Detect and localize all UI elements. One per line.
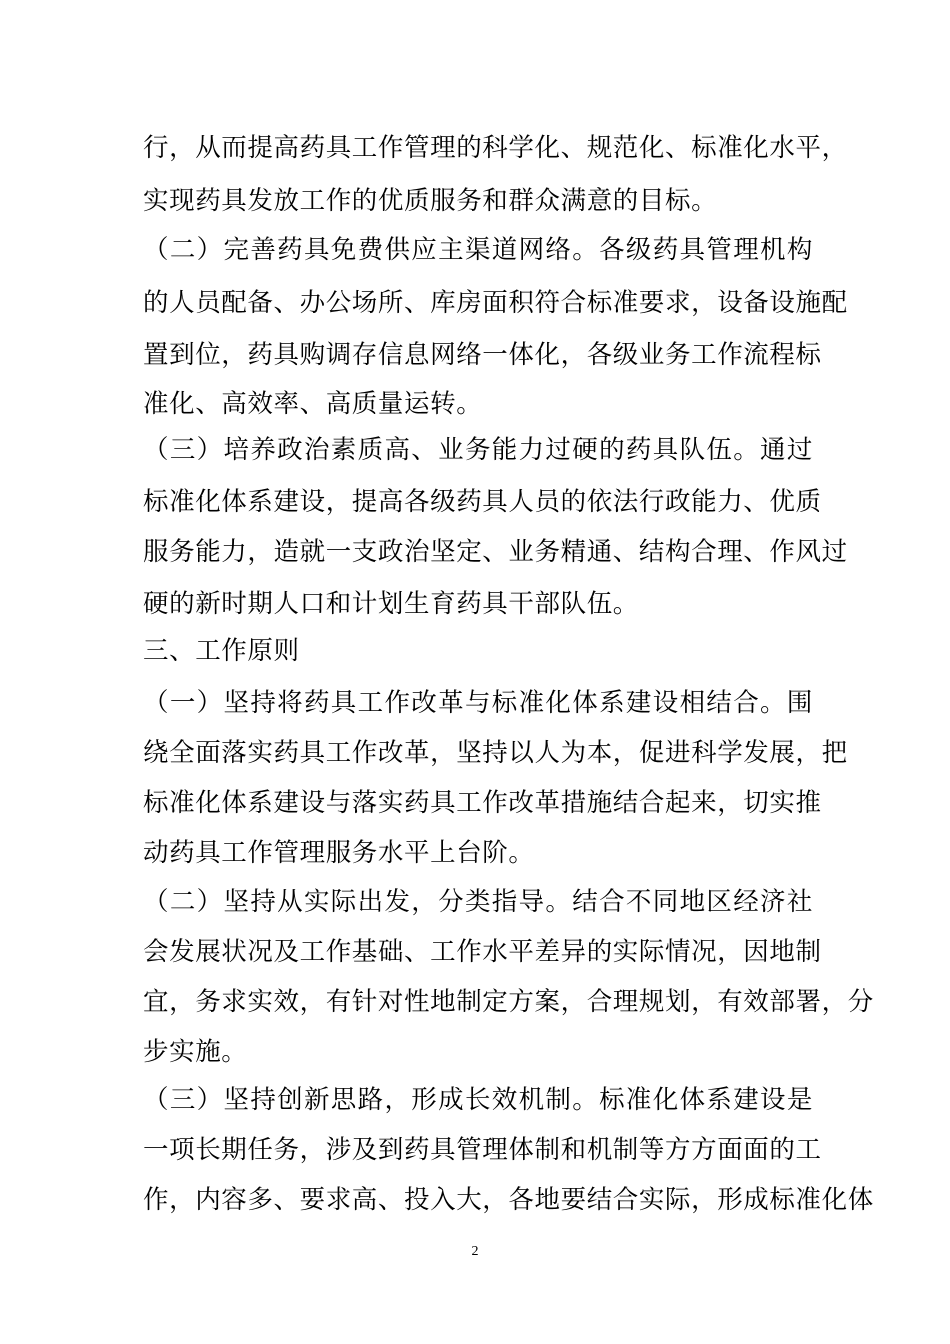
text-line: 作，内容多、要求高、投入大，各地要结合实际，形成标准化体 bbox=[143, 1185, 874, 1215]
text-line: 步实施。 bbox=[143, 1037, 248, 1067]
text-line: 标准化体系建设，提高各级药具人员的依法行政能力、优质 bbox=[143, 487, 822, 517]
text-line: 绕全面落实药具工作改革，坚持以人为本，促进科学发展，把 bbox=[143, 738, 848, 768]
text-line: 准化、高效率、高质量运转。 bbox=[143, 389, 483, 419]
text-line: （一）坚持将药具工作改革与标准化体系建设相结合。围 bbox=[143, 688, 813, 718]
text-line: 置到位，药具购调存信息网络一体化，各级业务工作流程标 bbox=[143, 340, 822, 370]
text-line: （二）坚持从实际出发，分类指导。结合不同地区经济社 bbox=[143, 887, 813, 917]
text-line: 宜，务求实效，有针对性地制定方案，合理规划，有效部署，分 bbox=[143, 987, 874, 1017]
text-line: （三）坚持创新思路，形成长效机制。标准化体系建设是 bbox=[143, 1085, 813, 1115]
text-line: 硬的新时期人口和计划生育药具干部队伍。 bbox=[143, 589, 639, 619]
text-line: 服务能力，造就一支政治坚定、业务精通、结构合理、作风过 bbox=[143, 537, 848, 567]
text-line: 实现药具发放工作的优质服务和群众满意的目标。 bbox=[143, 186, 718, 216]
text-line: （三）培养政治素质高、业务能力过硬的药具队伍。通过 bbox=[143, 435, 813, 465]
text-line: 会发展状况及工作基础、工作水平差异的实际情况，因地制 bbox=[143, 937, 822, 967]
text-line: 一项长期任务，涉及到药具管理体制和机制等方方面面的工 bbox=[143, 1135, 822, 1165]
section-heading: 三、工作原则 bbox=[143, 636, 300, 666]
page-number: 2 bbox=[471, 1244, 479, 1259]
text-line: 动药具工作管理服务水平上台阶。 bbox=[143, 838, 535, 868]
text-line: 标准化体系建设与落实药具工作改革措施结合起来，切实推 bbox=[143, 788, 822, 818]
text-line: 的人员配备、办公场所、库房面积符合标准要求，设备设施配 bbox=[143, 288, 848, 318]
text-line: 行，从而提高药具工作管理的科学化、规范化、标准化水平， bbox=[143, 133, 848, 163]
text-line: （二）完善药具免费供应主渠道网络。各级药具管理机构 bbox=[143, 235, 813, 265]
